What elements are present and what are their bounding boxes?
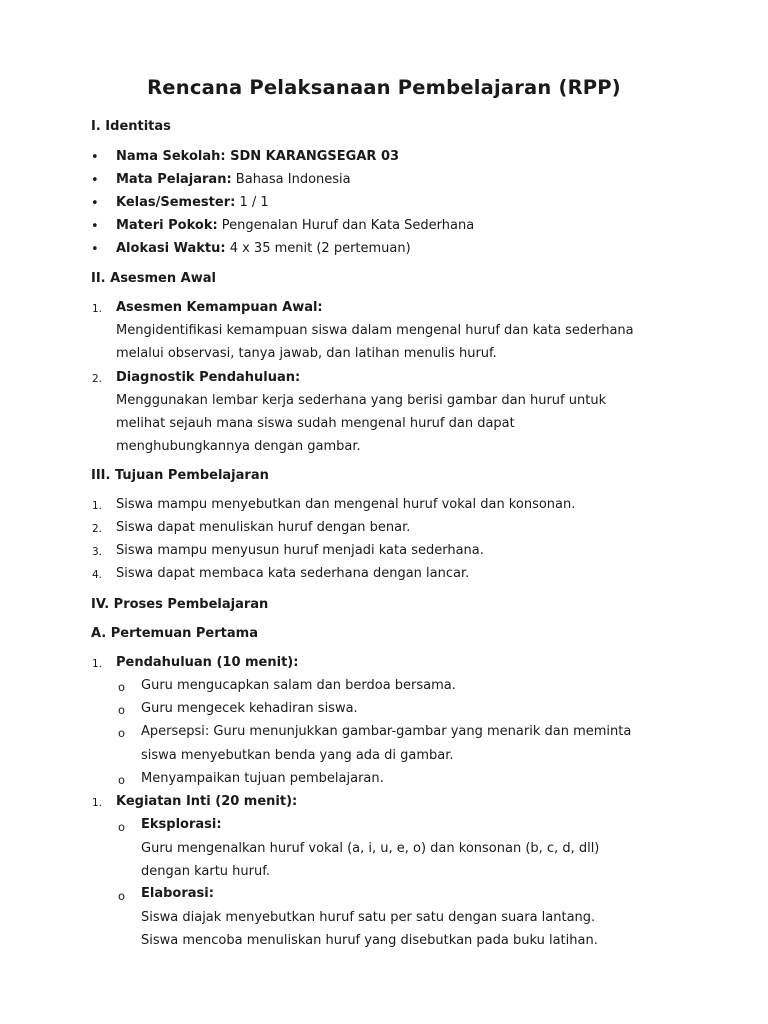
sub-bullet: o bbox=[118, 889, 126, 903]
identity-value: Pengenalan Huruf dan Kata Sederhana bbox=[217, 218, 475, 233]
section-heading-asesmen: II. Asesmen Awal bbox=[91, 271, 216, 286]
eksplorasi-line: Guru mengenalkan huruf vokal (a, i, u, e, o) dan konsonan (b, c, d, dll) bbox=[141, 841, 600, 856]
sub-bullet: o bbox=[118, 703, 126, 717]
bullet: • bbox=[91, 219, 99, 234]
pendahuluan-item: Guru mengucapkan salam dan berdoa bersama. bbox=[141, 678, 456, 693]
tujuan-item: Siswa dapat menuliskan huruf dengan benar. bbox=[116, 520, 411, 535]
section-heading-proses: IV. Proses Pembelajaran bbox=[91, 597, 269, 612]
list-number: 1. bbox=[92, 797, 103, 809]
sub-bullet: o bbox=[118, 680, 126, 694]
identity-item bbox=[116, 149, 399, 164]
asesmen-item-line: menghubungkannya dengan gambar. bbox=[116, 439, 361, 454]
section-heading-tujuan: III. Tujuan Pembelajaran bbox=[91, 468, 269, 483]
subsection-heading-pertemuan-pertama: A. Pertemuan Pertama bbox=[91, 626, 258, 641]
sub-bullet: o bbox=[118, 773, 126, 787]
asesmen-item-line: melalui observasi, tanya jawab, dan latihan menulis huruf. bbox=[116, 346, 497, 361]
kegiatan-inti-label: Kegiatan Inti (20 menit): bbox=[116, 794, 298, 809]
bullet: • bbox=[91, 150, 99, 165]
eksplorasi-label: Eksplorasi: bbox=[141, 817, 222, 832]
asesmen-item-line: Mengidentifikasi kemampuan siswa dalam mengenal huruf dan kata sederhana bbox=[116, 323, 634, 338]
identity-label: Materi Pokok: bbox=[116, 218, 218, 233]
asesmen-item-label: Asesmen Kemampuan Awal: bbox=[116, 300, 323, 315]
identity-item bbox=[116, 218, 474, 233]
tujuan-item: Siswa mampu menyebutkan dan mengenal huruf vokal dan konsonan. bbox=[116, 497, 576, 512]
list-number: 2. bbox=[92, 523, 103, 535]
document-title: Rencana Pelaksanaan Pembelajaran (RPP) bbox=[147, 76, 621, 99]
elaborasi-line: Siswa diajak menyebutkan huruf satu per satu dengan suara lantang. bbox=[141, 910, 596, 925]
identity-item bbox=[116, 241, 411, 256]
list-number: 1. bbox=[92, 303, 103, 315]
asesmen-item-line: melihat sejauh mana siswa sudah mengenal huruf dan dapat bbox=[116, 416, 515, 431]
bullet: • bbox=[91, 196, 99, 211]
list-number: 1. bbox=[92, 658, 103, 670]
identity-value: Bahasa Indonesia bbox=[231, 172, 351, 187]
pendahuluan-item: Guru mengecek kehadiran siswa. bbox=[141, 701, 358, 716]
identity-value: SDN KARANGSEGAR 03 bbox=[225, 149, 400, 164]
eksplorasi-line: dengan kartu huruf. bbox=[141, 864, 270, 879]
pendahuluan-label: Pendahuluan (10 menit): bbox=[116, 655, 299, 670]
list-number: 3. bbox=[92, 546, 103, 558]
identity-label: Kelas/Semester: bbox=[116, 195, 236, 210]
pendahuluan-item-continuation: siswa menyebutkan benda yang ada di gambar. bbox=[141, 748, 454, 763]
identity-value: 4 x 35 menit (2 pertemuan) bbox=[225, 241, 411, 256]
identity-item bbox=[116, 195, 269, 210]
identity-label: Nama Sekolah: bbox=[116, 149, 226, 164]
identity-value: 1 / 1 bbox=[235, 195, 269, 210]
sub-bullet: o bbox=[118, 820, 126, 834]
tujuan-item: Siswa mampu menyusun huruf menjadi kata sederhana. bbox=[116, 543, 484, 558]
identity-label: Alokasi Waktu: bbox=[116, 241, 226, 256]
list-number: 4. bbox=[92, 569, 103, 581]
sub-bullet: o bbox=[118, 726, 126, 740]
asesmen-item-line: Menggunakan lembar kerja sederhana yang berisi gambar dan huruf untuk bbox=[116, 393, 607, 408]
bullet: • bbox=[91, 242, 99, 257]
section-heading-identitas: I. Identitas bbox=[91, 119, 171, 134]
list-number: 2. bbox=[92, 373, 103, 385]
pendahuluan-item: Menyampaikan tujuan pembelajaran. bbox=[141, 771, 384, 786]
identity-item bbox=[116, 172, 351, 187]
asesmen-item-label: Diagnostik Pendahuluan: bbox=[116, 370, 301, 385]
elaborasi-label: Elaborasi: bbox=[141, 886, 214, 901]
pendahuluan-item: Apersepsi: Guru menunjukkan gambar-gambar yang menarik dan meminta bbox=[141, 724, 632, 739]
bullet: • bbox=[91, 173, 99, 188]
list-number: 1. bbox=[92, 500, 103, 512]
elaborasi-line: Siswa mencoba menuliskan huruf yang disebutkan pada buku latihan. bbox=[141, 933, 598, 948]
identity-label: Mata Pelajaran: bbox=[116, 172, 232, 187]
tujuan-item: Siswa dapat membaca kata sederhana dengan lancar. bbox=[116, 566, 470, 581]
